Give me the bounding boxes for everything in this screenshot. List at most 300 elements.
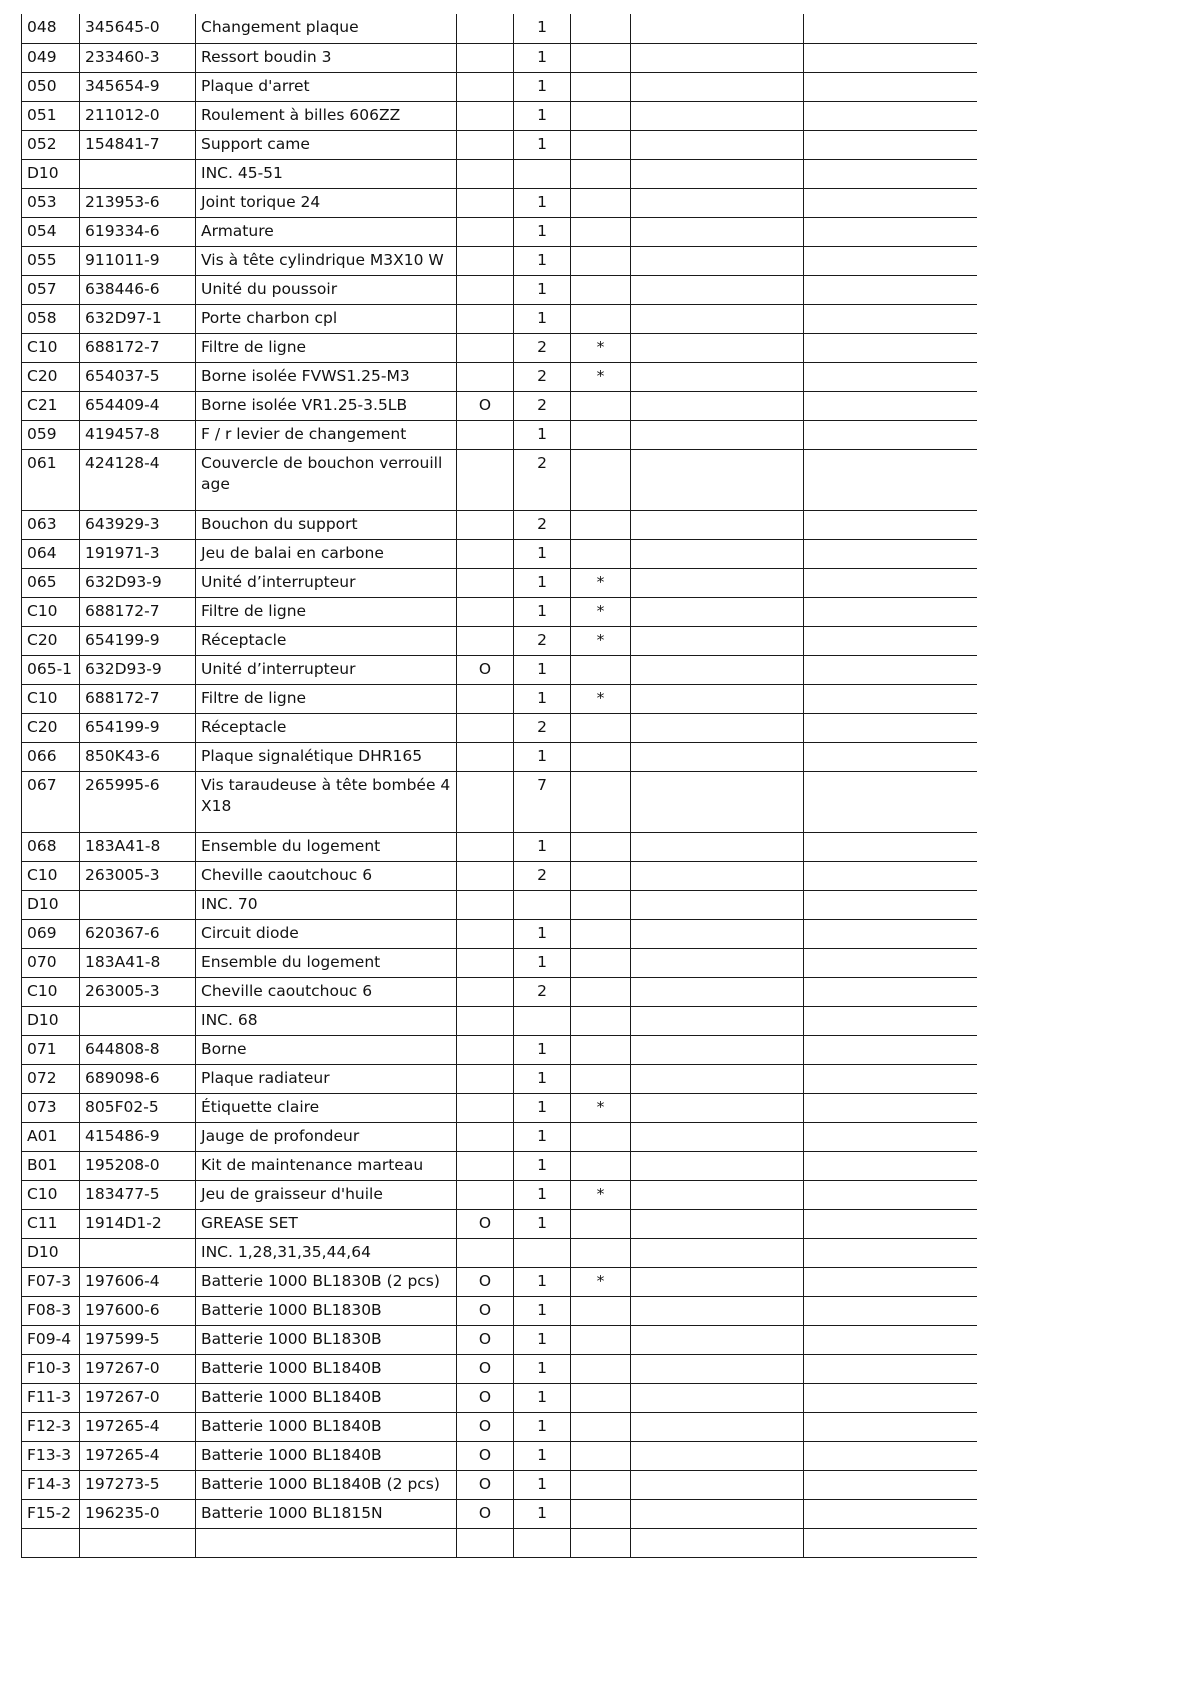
blank-cell-2 [804, 977, 978, 1006]
blank-cell-1 [631, 1325, 804, 1354]
option-cell: O [457, 1267, 514, 1296]
note-cell [571, 391, 631, 420]
description-cell: Batterie 1000 BL1840B (2 pcs) [196, 1470, 457, 1499]
description-cell: Cheville caoutchouc 6 [196, 861, 457, 890]
table-row [22, 391, 978, 420]
note-cell [571, 101, 631, 130]
option-cell [457, 861, 514, 890]
quantity-cell: 1 [514, 742, 571, 771]
item-number-cell: 049 [22, 43, 80, 72]
option-cell [457, 1035, 514, 1064]
description-cell: Ressort boudin 3 [196, 43, 457, 72]
quantity-cell: 1 [514, 1209, 571, 1238]
description-cell: Réceptacle [196, 713, 457, 742]
option-cell [457, 1238, 514, 1267]
quantity-cell: 1 [514, 275, 571, 304]
description-cell: GREASE SET [196, 1209, 457, 1238]
blank-cell-1 [631, 101, 804, 130]
part-number-cell [80, 1238, 196, 1267]
item-number-cell [22, 1528, 80, 1557]
quantity-cell: 1 [514, 72, 571, 101]
quantity-cell: 1 [514, 1093, 571, 1122]
item-number-cell: F11-3 [22, 1383, 80, 1412]
blank-cell-2 [804, 539, 978, 568]
option-cell [457, 130, 514, 159]
option-cell [457, 977, 514, 1006]
description-cell: Vis à tête cylindrique M3X10 W [196, 246, 457, 275]
part-number-cell: 632D93-9 [80, 655, 196, 684]
part-number-cell: 654199-9 [80, 713, 196, 742]
item-number-cell: 048 [22, 14, 80, 43]
part-number-cell: 183A41-8 [80, 948, 196, 977]
description-cell: Plaque signalétique DHR165 [196, 742, 457, 771]
description-cell: Jauge de profondeur [196, 1122, 457, 1151]
description-cell: Étiquette claire [196, 1093, 457, 1122]
quantity-cell: 1 [514, 1383, 571, 1412]
table-row [22, 1354, 978, 1383]
blank-cell-2 [804, 72, 978, 101]
blank-cell-1 [631, 713, 804, 742]
item-number-cell: 050 [22, 72, 80, 101]
note-cell [571, 304, 631, 333]
blank-cell-1 [631, 832, 804, 861]
table-row [22, 713, 978, 742]
item-number-cell: 065 [22, 568, 80, 597]
part-number-cell: 620367-6 [80, 919, 196, 948]
item-number-cell: F12-3 [22, 1412, 80, 1441]
option-cell [457, 832, 514, 861]
blank-cell-2 [804, 188, 978, 217]
blank-cell-1 [631, 1528, 804, 1557]
quantity-cell: 2 [514, 333, 571, 362]
note-cell: * [571, 362, 631, 391]
option-cell: O [457, 391, 514, 420]
blank-cell-1 [631, 1383, 804, 1412]
description-cell: Batterie 1000 BL1830B (2 pcs) [196, 1267, 457, 1296]
part-number-cell: 850K43-6 [80, 742, 196, 771]
item-number-cell: C20 [22, 362, 80, 391]
part-number-cell [80, 1006, 196, 1035]
blank-cell-2 [804, 1122, 978, 1151]
blank-cell-2 [804, 510, 978, 539]
blank-cell-2 [804, 304, 978, 333]
option-cell [457, 684, 514, 713]
blank-cell-2 [804, 101, 978, 130]
part-number-cell: 197606-4 [80, 1267, 196, 1296]
note-cell [571, 246, 631, 275]
part-number-cell: 805F02-5 [80, 1093, 196, 1122]
item-number-cell: 072 [22, 1064, 80, 1093]
part-number-cell: 345645-0 [80, 14, 196, 43]
quantity-cell [514, 890, 571, 919]
option-cell [457, 1006, 514, 1035]
part-number-cell: 654199-9 [80, 626, 196, 655]
table-row [22, 1325, 978, 1354]
blank-cell-2 [804, 919, 978, 948]
parts-list-sheet [21, 14, 977, 1683]
blank-cell-1 [631, 1006, 804, 1035]
blank-cell-2 [804, 217, 978, 246]
table-row [22, 1470, 978, 1499]
blank-cell-1 [631, 861, 804, 890]
note-cell: * [571, 333, 631, 362]
part-number-cell: 195208-0 [80, 1151, 196, 1180]
description-cell: Unité du poussoir [196, 275, 457, 304]
quantity-cell: 1 [514, 246, 571, 275]
note-cell [571, 1064, 631, 1093]
item-number-cell: F10-3 [22, 1354, 80, 1383]
option-cell [457, 1180, 514, 1209]
blank-cell-2 [804, 742, 978, 771]
table-row [22, 1122, 978, 1151]
table-row [22, 101, 978, 130]
description-cell: Couvercle de bouchon verrouillage [196, 449, 457, 510]
blank-cell-1 [631, 1354, 804, 1383]
blank-cell-1 [631, 655, 804, 684]
blank-cell-2 [804, 1383, 978, 1412]
blank-cell-1 [631, 684, 804, 713]
note-cell [571, 1354, 631, 1383]
description-cell: Armature [196, 217, 457, 246]
quantity-cell: 1 [514, 1267, 571, 1296]
description-cell: Support came [196, 130, 457, 159]
description-cell: Jeu de graisseur d'huile [196, 1180, 457, 1209]
note-cell [571, 1151, 631, 1180]
table-row [22, 539, 978, 568]
quantity-cell [514, 1238, 571, 1267]
item-number-cell: 055 [22, 246, 80, 275]
option-cell [457, 101, 514, 130]
blank-cell-2 [804, 1151, 978, 1180]
quantity-cell: 1 [514, 655, 571, 684]
item-number-cell: D10 [22, 890, 80, 919]
part-number-cell: 183A41-8 [80, 832, 196, 861]
option-cell [457, 1151, 514, 1180]
description-cell: Unité d’interrupteur [196, 655, 457, 684]
option-cell [457, 510, 514, 539]
blank-cell-1 [631, 1064, 804, 1093]
blank-cell-2 [804, 1267, 978, 1296]
quantity-cell: 1 [514, 304, 571, 333]
part-number-cell: 415486-9 [80, 1122, 196, 1151]
blank-cell-1 [631, 1412, 804, 1441]
item-number-cell: C10 [22, 684, 80, 713]
option-cell: O [457, 1354, 514, 1383]
note-cell [571, 72, 631, 101]
item-number-cell: F14-3 [22, 1470, 80, 1499]
option-cell [457, 72, 514, 101]
description-cell [196, 1528, 457, 1557]
blank-cell-1 [631, 391, 804, 420]
table-row [22, 217, 978, 246]
blank-cell-2 [804, 1470, 978, 1499]
item-number-cell: F07-3 [22, 1267, 80, 1296]
part-number-cell: 197600-6 [80, 1296, 196, 1325]
table-row [22, 130, 978, 159]
quantity-cell [514, 159, 571, 188]
option-cell [457, 713, 514, 742]
option-cell [457, 568, 514, 597]
option-cell: O [457, 655, 514, 684]
table-row [22, 1064, 978, 1093]
blank-cell-2 [804, 1064, 978, 1093]
option-cell: O [457, 1296, 514, 1325]
description-cell: Roulement à billes 606ZZ [196, 101, 457, 130]
description-cell: Plaque d'arret [196, 72, 457, 101]
note-cell [571, 919, 631, 948]
note-cell [571, 449, 631, 510]
description-cell: Porte charbon cpl [196, 304, 457, 333]
table-row [22, 362, 978, 391]
blank-cell-2 [804, 14, 978, 43]
note-cell [571, 1238, 631, 1267]
item-number-cell: 061 [22, 449, 80, 510]
blank-cell-1 [631, 771, 804, 832]
table-row [22, 568, 978, 597]
note-cell [571, 14, 631, 43]
blank-cell-1 [631, 1209, 804, 1238]
blank-cell-1 [631, 1470, 804, 1499]
quantity-cell: 1 [514, 568, 571, 597]
table-row [22, 1035, 978, 1064]
blank-cell-1 [631, 1499, 804, 1528]
description-cell: Borne isolée VR1.25-3.5LB [196, 391, 457, 420]
note-cell [571, 1528, 631, 1557]
blank-cell-2 [804, 1499, 978, 1528]
description-cell: Kit de maintenance marteau [196, 1151, 457, 1180]
description-cell: Filtre de ligne [196, 597, 457, 626]
item-number-cell: 068 [22, 832, 80, 861]
table-row [22, 1267, 978, 1296]
option-cell [457, 333, 514, 362]
blank-cell-2 [804, 1354, 978, 1383]
blank-cell-1 [631, 919, 804, 948]
blank-cell-2 [804, 1093, 978, 1122]
quantity-cell: 2 [514, 977, 571, 1006]
note-cell [571, 420, 631, 449]
note-cell [571, 1470, 631, 1499]
item-number-cell: D10 [22, 1006, 80, 1035]
part-number-cell: 644808-8 [80, 1035, 196, 1064]
quantity-cell: 2 [514, 861, 571, 890]
option-cell [457, 246, 514, 275]
quantity-cell: 2 [514, 713, 571, 742]
table-row [22, 1209, 978, 1238]
blank-cell-1 [631, 14, 804, 43]
part-number-cell: 619334-6 [80, 217, 196, 246]
option-cell [457, 890, 514, 919]
description-cell: Plaque radiateur [196, 1064, 457, 1093]
item-number-cell: 070 [22, 948, 80, 977]
option-cell [457, 420, 514, 449]
blank-cell-2 [804, 130, 978, 159]
quantity-cell: 1 [514, 1441, 571, 1470]
note-cell [571, 832, 631, 861]
blank-cell-2 [804, 362, 978, 391]
part-number-cell: 654409-4 [80, 391, 196, 420]
item-number-cell: 066 [22, 742, 80, 771]
quantity-cell: 1 [514, 1412, 571, 1441]
blank-cell-1 [631, 742, 804, 771]
blank-cell-1 [631, 246, 804, 275]
table-row [22, 861, 978, 890]
quantity-cell: 1 [514, 1296, 571, 1325]
option-cell [457, 1122, 514, 1151]
blank-cell-2 [804, 832, 978, 861]
option-cell [457, 742, 514, 771]
quantity-cell: 2 [514, 626, 571, 655]
blank-cell-1 [631, 510, 804, 539]
item-number-cell: 067 [22, 771, 80, 832]
note-cell [571, 742, 631, 771]
item-number-cell: C10 [22, 977, 80, 1006]
note-cell [571, 188, 631, 217]
option-cell: O [457, 1470, 514, 1499]
note-cell [571, 1412, 631, 1441]
table-row [22, 1180, 978, 1209]
description-cell: Batterie 1000 BL1840B [196, 1441, 457, 1470]
blank-cell-2 [804, 333, 978, 362]
item-number-cell: 065-1 [22, 655, 80, 684]
part-number-cell: 265995-6 [80, 771, 196, 832]
item-number-cell: F09-4 [22, 1325, 80, 1354]
description-cell: Vis taraudeuse à tête bombée 4X18 [196, 771, 457, 832]
table-row [22, 246, 978, 275]
quantity-cell: 1 [514, 684, 571, 713]
blank-cell-2 [804, 1035, 978, 1064]
item-number-cell: 059 [22, 420, 80, 449]
note-cell: * [571, 684, 631, 713]
blank-cell-1 [631, 1151, 804, 1180]
note-cell: * [571, 1093, 631, 1122]
quantity-cell: 1 [514, 832, 571, 861]
table-row [22, 159, 978, 188]
blank-cell-2 [804, 1412, 978, 1441]
table-row [22, 14, 978, 43]
quantity-cell: 1 [514, 188, 571, 217]
note-cell [571, 1035, 631, 1064]
description-cell: Batterie 1000 BL1830B [196, 1325, 457, 1354]
option-cell: O [457, 1325, 514, 1354]
quantity-cell: 1 [514, 420, 571, 449]
description-cell: Batterie 1000 BL1815N [196, 1499, 457, 1528]
item-number-cell: C11 [22, 1209, 80, 1238]
blank-cell-1 [631, 275, 804, 304]
blank-cell-1 [631, 568, 804, 597]
description-cell: INC. 1,28,31,35,44,64 [196, 1238, 457, 1267]
option-cell [457, 43, 514, 72]
blank-cell-1 [631, 159, 804, 188]
blank-cell-2 [804, 1296, 978, 1325]
quantity-cell: 1 [514, 1035, 571, 1064]
item-number-cell: C20 [22, 626, 80, 655]
quantity-cell: 1 [514, 1325, 571, 1354]
description-cell: Borne isolée FVWS1.25-M3 [196, 362, 457, 391]
blank-cell-1 [631, 188, 804, 217]
part-number-cell: 689098-6 [80, 1064, 196, 1093]
note-cell [571, 771, 631, 832]
note-cell: * [571, 568, 631, 597]
item-number-cell: C10 [22, 1180, 80, 1209]
part-number-cell: 638446-6 [80, 275, 196, 304]
item-number-cell: 054 [22, 217, 80, 246]
note-cell [571, 43, 631, 72]
description-cell: Batterie 1000 BL1840B [196, 1412, 457, 1441]
blank-cell-1 [631, 362, 804, 391]
description-cell: Batterie 1000 BL1840B [196, 1354, 457, 1383]
blank-cell-2 [804, 771, 978, 832]
option-cell [457, 275, 514, 304]
blank-cell-1 [631, 1122, 804, 1151]
quantity-cell: 1 [514, 539, 571, 568]
blank-cell-1 [631, 977, 804, 1006]
note-cell [571, 1441, 631, 1470]
description-cell: Changement plaque [196, 14, 457, 43]
option-cell: O [457, 1209, 514, 1238]
table-row [22, 275, 978, 304]
note-cell [571, 217, 631, 246]
item-number-cell: 071 [22, 1035, 80, 1064]
table-row [22, 1151, 978, 1180]
quantity-cell: 1 [514, 130, 571, 159]
quantity-cell: 1 [514, 1064, 571, 1093]
blank-cell-2 [804, 1209, 978, 1238]
item-number-cell: 057 [22, 275, 80, 304]
note-cell [571, 890, 631, 919]
description-cell: Bouchon du support [196, 510, 457, 539]
description-cell: Borne [196, 1035, 457, 1064]
description-cell: Batterie 1000 BL1840B [196, 1383, 457, 1412]
note-cell [571, 539, 631, 568]
description-cell: Batterie 1000 BL1830B [196, 1296, 457, 1325]
item-number-cell: A01 [22, 1122, 80, 1151]
table-row [22, 449, 978, 510]
part-number-cell: 688172-7 [80, 333, 196, 362]
quantity-cell: 1 [514, 1499, 571, 1528]
note-cell [571, 1296, 631, 1325]
table-row [22, 1528, 978, 1557]
option-cell [457, 159, 514, 188]
blank-cell-2 [804, 1006, 978, 1035]
item-number-cell: 073 [22, 1093, 80, 1122]
option-cell [457, 1528, 514, 1557]
part-number-cell: 233460-3 [80, 43, 196, 72]
part-number-cell: 688172-7 [80, 684, 196, 713]
part-number-cell: 263005-3 [80, 977, 196, 1006]
table-row [22, 188, 978, 217]
item-number-cell: F13-3 [22, 1441, 80, 1470]
table-row [22, 1412, 978, 1441]
blank-cell-2 [804, 246, 978, 275]
part-number-cell: 197267-0 [80, 1354, 196, 1383]
blank-cell-1 [631, 130, 804, 159]
note-cell [571, 948, 631, 977]
quantity-cell [514, 1528, 571, 1557]
quantity-cell [514, 1006, 571, 1035]
quantity-cell: 1 [514, 919, 571, 948]
table-row [22, 742, 978, 771]
part-number-cell: 196235-0 [80, 1499, 196, 1528]
option-cell: O [457, 1412, 514, 1441]
item-number-cell: C10 [22, 333, 80, 362]
blank-cell-2 [804, 449, 978, 510]
part-number-cell: 632D97-1 [80, 304, 196, 333]
table-row [22, 832, 978, 861]
table-row [22, 1238, 978, 1267]
note-cell [571, 1383, 631, 1412]
note-cell: * [571, 1180, 631, 1209]
option-cell [457, 304, 514, 333]
